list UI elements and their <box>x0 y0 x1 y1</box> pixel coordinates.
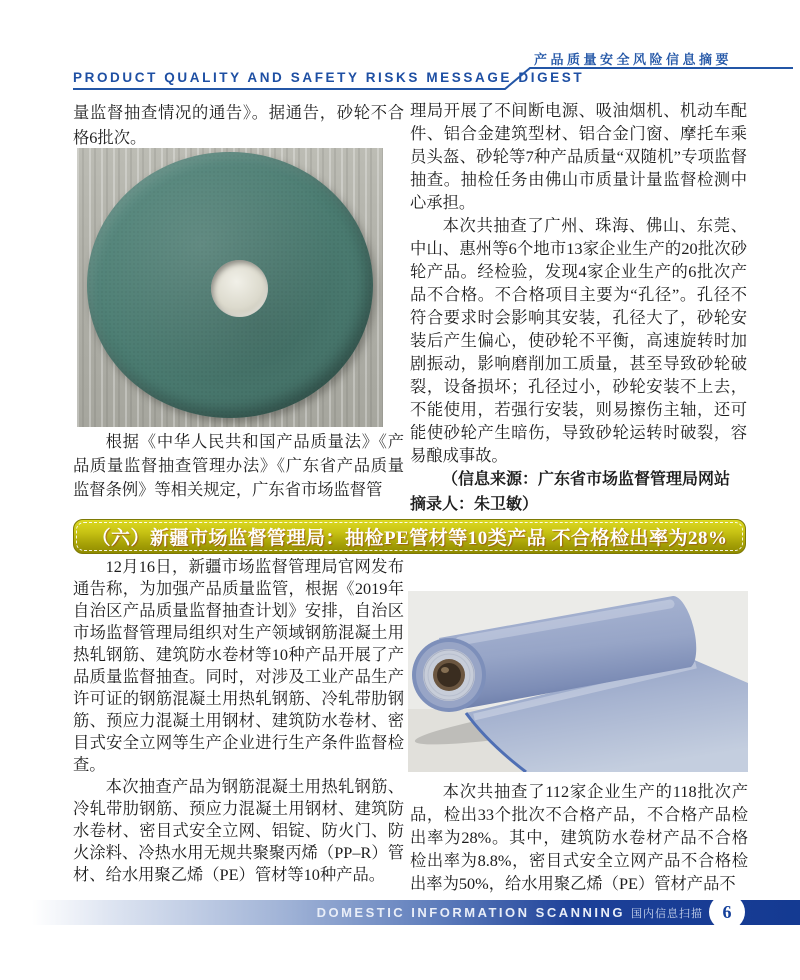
s6-left-column <box>73 556 404 886</box>
footer-title-en: DOMESTIC INFORMATION SCANNING <box>316 905 625 920</box>
s5-source-note <box>410 467 747 517</box>
s5-left-continuation-paragraph: 量监督抽查情况的通告》。据通告，砂轮不合格6批次。 <box>73 103 404 147</box>
membrane-roll-illustration <box>408 591 748 772</box>
page-number-badge: 6 <box>709 894 745 930</box>
footer-title-zh: 国内信息扫描 <box>631 907 703 920</box>
grinding-wheel-photo <box>77 148 383 427</box>
footer-bar <box>0 900 800 925</box>
section-6-heading-text: （六）新疆市场监督管理局：抽检PE管材等10类产品 不合格检出率为28% <box>91 528 728 549</box>
header-title-zh: 产品质量安全风险信息摘要 <box>534 52 733 67</box>
section-6-heading-banner <box>73 519 746 554</box>
s5-source-line-2: 摘录人：朱卫敏） <box>410 496 539 513</box>
grinding-wheel-bore-hole <box>211 260 268 317</box>
s5-left-paragraph: 根据《中华人民共和国产品质量法》《产品质量监督抽查管理办法》《广东省产品质量监督条例》等相关规定，广东省市场监督管 <box>73 432 404 499</box>
s5-right-column <box>410 99 747 517</box>
waterproof-membrane-roll-photo <box>408 591 748 772</box>
s5-source-line-1: （信息来源：广东省市场监督管理局网站 <box>442 471 731 488</box>
s5-right-paragraph-1: 理局开展了不间断电源、吸油烟机、机动车配件、铝合金建筑型材、铝合金门窗、摩托车乘员头盔、砂轮等7种产品质量“双随机”专项监督抽查。抽检任务由佛山市质量计量监督检测中心承担。 <box>410 101 747 212</box>
s5-right-paragraph-2: 本次共抽查了广州、珠海、佛山、东莞、中山、惠州等6个地市13家企业生产的20批次砂轮产品。经检验，发现4家企业生产的6批次产品不合格。不合格项目主要为“孔径”。孔径不符合要求时会影响其安装，孔径大了，砂轮安装后产生偏心，使砂轮不平衡，高速旋转时加剧振动，影响磨削加工质量，甚至导致砂轮破裂，设备损坏；孔径过小，砂轮安装不上去，不能使用，若强行安装，则易擦伤主轴，还可能使砂轮产生暗伤，导致砂轮运转时破裂，容易酿成事故。 <box>410 216 747 465</box>
s6-right-paragraph-1: 本次共抽查了112家企业生产的118批次产品，检出33个批次不合格产品，不合格产品检出率为28%。其中，建筑防水卷材产品不合格检出率为8.8%，密目式安全立网产品不合格检出率为50%，给水用聚乙烯（PE）管材产品不 <box>410 782 748 893</box>
grinding-wheel-disc <box>87 152 373 418</box>
s6-left-paragraph-2: 本次抽查产品为钢筋混凝土用热轧钢筋、冷轧带肋钢筋、预应力混凝土用钢材、建筑防水卷材、密目式安全立网、铝锭、防火门、防火涂料、冷热水用无规共聚聚丙烯（PP–R）管材、给水用聚乙烯（PE）管材等10种产品。 <box>73 777 404 884</box>
s6-left-paragraph-1: 12月16日，新疆市场监督管理局官网发布通告称，为加强产品质量监管，根据《2019年自治区产品质量监督抽查计划》安排，自治区市场监督管理局组织对生产领域钢筋混凝土用热轧钢筋、建筑防水卷材等10种产品开展了产品质量监督抽查。同时，对涉及工业产品生产许可证的钢筋混凝土用热轧钢筋、冷轧带肋钢筋、预应力混凝土用钢材、建筑防水卷材、密目式安全立网等生产企业进行生产条件监督检查。 <box>73 557 404 774</box>
header-title-en: PRODUCT QUALITY AND SAFETY RISKS MESSAGE DIGEST <box>73 70 585 85</box>
